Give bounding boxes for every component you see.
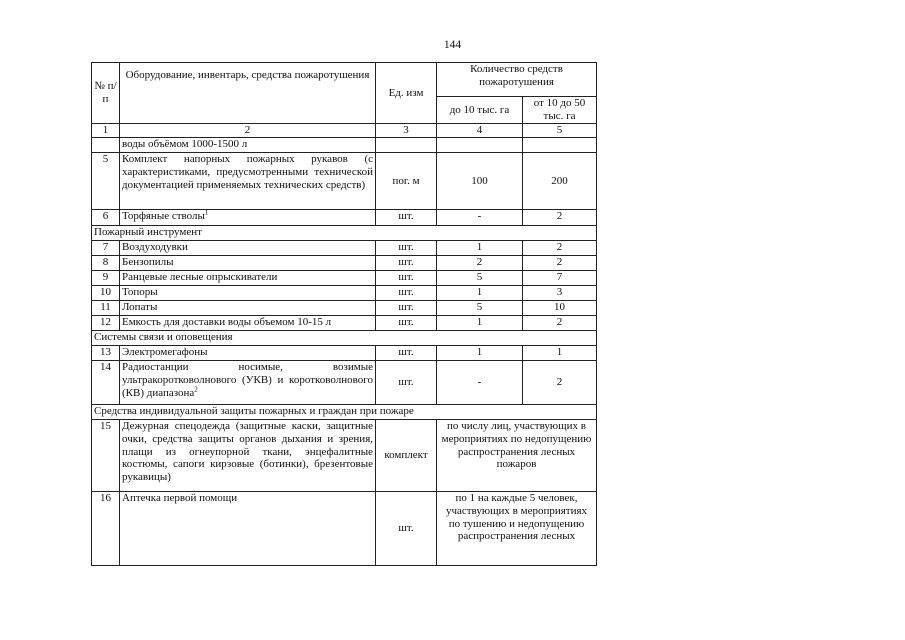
row-unit: шт. — [376, 256, 437, 271]
table-row — [92, 492, 597, 566]
table-row — [92, 138, 597, 153]
row-num: 7 — [92, 241, 120, 256]
row-value-a: 100 — [437, 153, 523, 210]
row-unit — [376, 138, 437, 153]
header-equipment: Оборудование, инвентарь, средства пожаротушения — [120, 63, 376, 124]
col-index: 5 — [523, 124, 597, 138]
row-name: Емкость для доставки воды объемом 10-15 л — [120, 316, 376, 331]
table-row — [92, 271, 597, 286]
column-index-row — [92, 124, 597, 138]
row-name — [120, 361, 376, 405]
row-value-a — [437, 138, 523, 153]
row-unit: шт. — [376, 346, 437, 361]
row-num: 8 — [92, 256, 120, 271]
col-index: 1 — [92, 124, 120, 138]
row-value-b: 2 — [523, 210, 597, 226]
row-unit: шт. — [376, 210, 437, 226]
row-value-b: 2 — [523, 316, 597, 331]
row-value-a: 1 — [437, 346, 523, 361]
row-num: 16 — [92, 492, 120, 566]
row-num: 13 — [92, 346, 120, 361]
row-name: Бензопилы — [120, 256, 376, 271]
table-row — [92, 420, 597, 492]
row-value-b: 10 — [523, 301, 597, 316]
header-quantity: Количество средств пожаротушения — [437, 63, 597, 97]
row-name-text: Торфяные стволы — [122, 210, 205, 222]
row-quantity-text: по числу лиц, участвующих в мероприятиях по недопущению распространения лесных пожаров — [441, 420, 592, 471]
row-unit: шт. — [376, 271, 437, 286]
footnote-mark: 1 — [204, 209, 209, 217]
header-col-a: до 10 тыс. га — [437, 97, 523, 124]
row-quantity — [437, 492, 597, 566]
row-name: Аптечка первой помощи — [120, 492, 376, 566]
header-col-b: от 10 до 50 тыс. га — [523, 97, 597, 124]
footnote-mark: 2 — [194, 384, 198, 393]
row-num: 12 — [92, 316, 120, 331]
row-value-a: 2 — [437, 256, 523, 271]
row-name: Воздуходувки — [120, 241, 376, 256]
row-value-b: 200 — [523, 153, 597, 210]
row-unit: шт. — [376, 301, 437, 316]
row-name: Дежурная спецодежда (защитные каски, защитные очки, средства защиты органов дыхания и зрения, плащи из огнеупорной ткани, энцефалитные костюмы, сапоги кирзовые (ботинки), брезентовые рукавицы) — [120, 420, 376, 492]
row-num: 9 — [92, 271, 120, 286]
row-name: Лопаты — [120, 301, 376, 316]
table-row — [92, 316, 597, 331]
row-unit: шт. — [376, 316, 437, 331]
table-row — [92, 346, 597, 361]
row-name — [120, 210, 376, 226]
row-value-b: 2 — [523, 256, 597, 271]
row-value-b: 1 — [523, 346, 597, 361]
table-row — [92, 241, 597, 256]
table-row — [92, 301, 597, 316]
row-name: воды объёмом 1000-1500 л — [120, 138, 376, 153]
col-index: 2 — [120, 124, 376, 138]
row-value-b: 2 — [523, 241, 597, 256]
row-num — [92, 138, 120, 153]
fire-equipment-table — [91, 62, 597, 566]
col-index: 3 — [376, 124, 437, 138]
row-value-a: 5 — [437, 301, 523, 316]
row-value-a: 1 — [437, 286, 523, 301]
header-num: № п/п — [92, 63, 120, 124]
section-title: Средства индивидуальной защиты пожарных и граждан при пожаре — [92, 405, 597, 420]
row-quantity-text: по 1 на каждые 5 человек, участвующих в мероприятиях по тушению и недопущению распространения лесных — [445, 492, 588, 543]
row-num: 14 — [92, 361, 120, 405]
table-row — [92, 286, 597, 301]
table-row — [92, 361, 597, 405]
row-unit: шт. — [376, 361, 437, 405]
row-name: Ранцевые лесные опрыскиватели — [120, 271, 376, 286]
row-value-b: 3 — [523, 286, 597, 301]
table-row — [92, 210, 597, 226]
row-value-b: 7 — [523, 271, 597, 286]
row-value-a: 1 — [437, 241, 523, 256]
header-unit: Ед. изм — [376, 63, 437, 124]
row-num: 11 — [92, 301, 120, 316]
header-row — [92, 63, 597, 97]
row-value-a: 5 — [437, 271, 523, 286]
row-quantity — [437, 420, 597, 492]
row-unit: шт. — [376, 286, 437, 301]
section-row — [92, 226, 597, 241]
row-num: 15 — [92, 420, 120, 492]
row-value-a: 1 — [437, 316, 523, 331]
row-name: Комплект напорных пожарных рукавов (с характеристиками, предусмотренными технической документацией применяемых технических средств) — [120, 153, 376, 210]
section-title: Системы связи и оповещения — [92, 331, 597, 346]
row-value-b: 2 — [523, 361, 597, 405]
row-num: 6 — [92, 210, 120, 226]
table-row — [92, 256, 597, 271]
row-unit: шт. — [376, 241, 437, 256]
row-value-b — [523, 138, 597, 153]
row-unit: пог. м — [376, 153, 437, 210]
col-index: 4 — [437, 124, 523, 138]
row-num: 5 — [92, 153, 120, 210]
section-row — [92, 405, 597, 420]
row-value-a: - — [437, 361, 523, 405]
table-row — [92, 153, 597, 210]
row-unit: комплект — [376, 420, 437, 492]
row-unit: шт. — [376, 492, 437, 566]
row-value-a: - — [437, 210, 523, 226]
row-num: 10 — [92, 286, 120, 301]
section-row — [92, 331, 597, 346]
row-name: Электромегафоны — [120, 346, 376, 361]
section-title: Пожарный инструмент — [92, 226, 597, 241]
row-name: Топоры — [120, 286, 376, 301]
page-number: 144 — [443, 39, 462, 51]
row-name-text: Радиостанции носимые, возимые ультракоротковолнового (УКВ) и коротковолнового (КВ) диапазона — [122, 361, 373, 399]
